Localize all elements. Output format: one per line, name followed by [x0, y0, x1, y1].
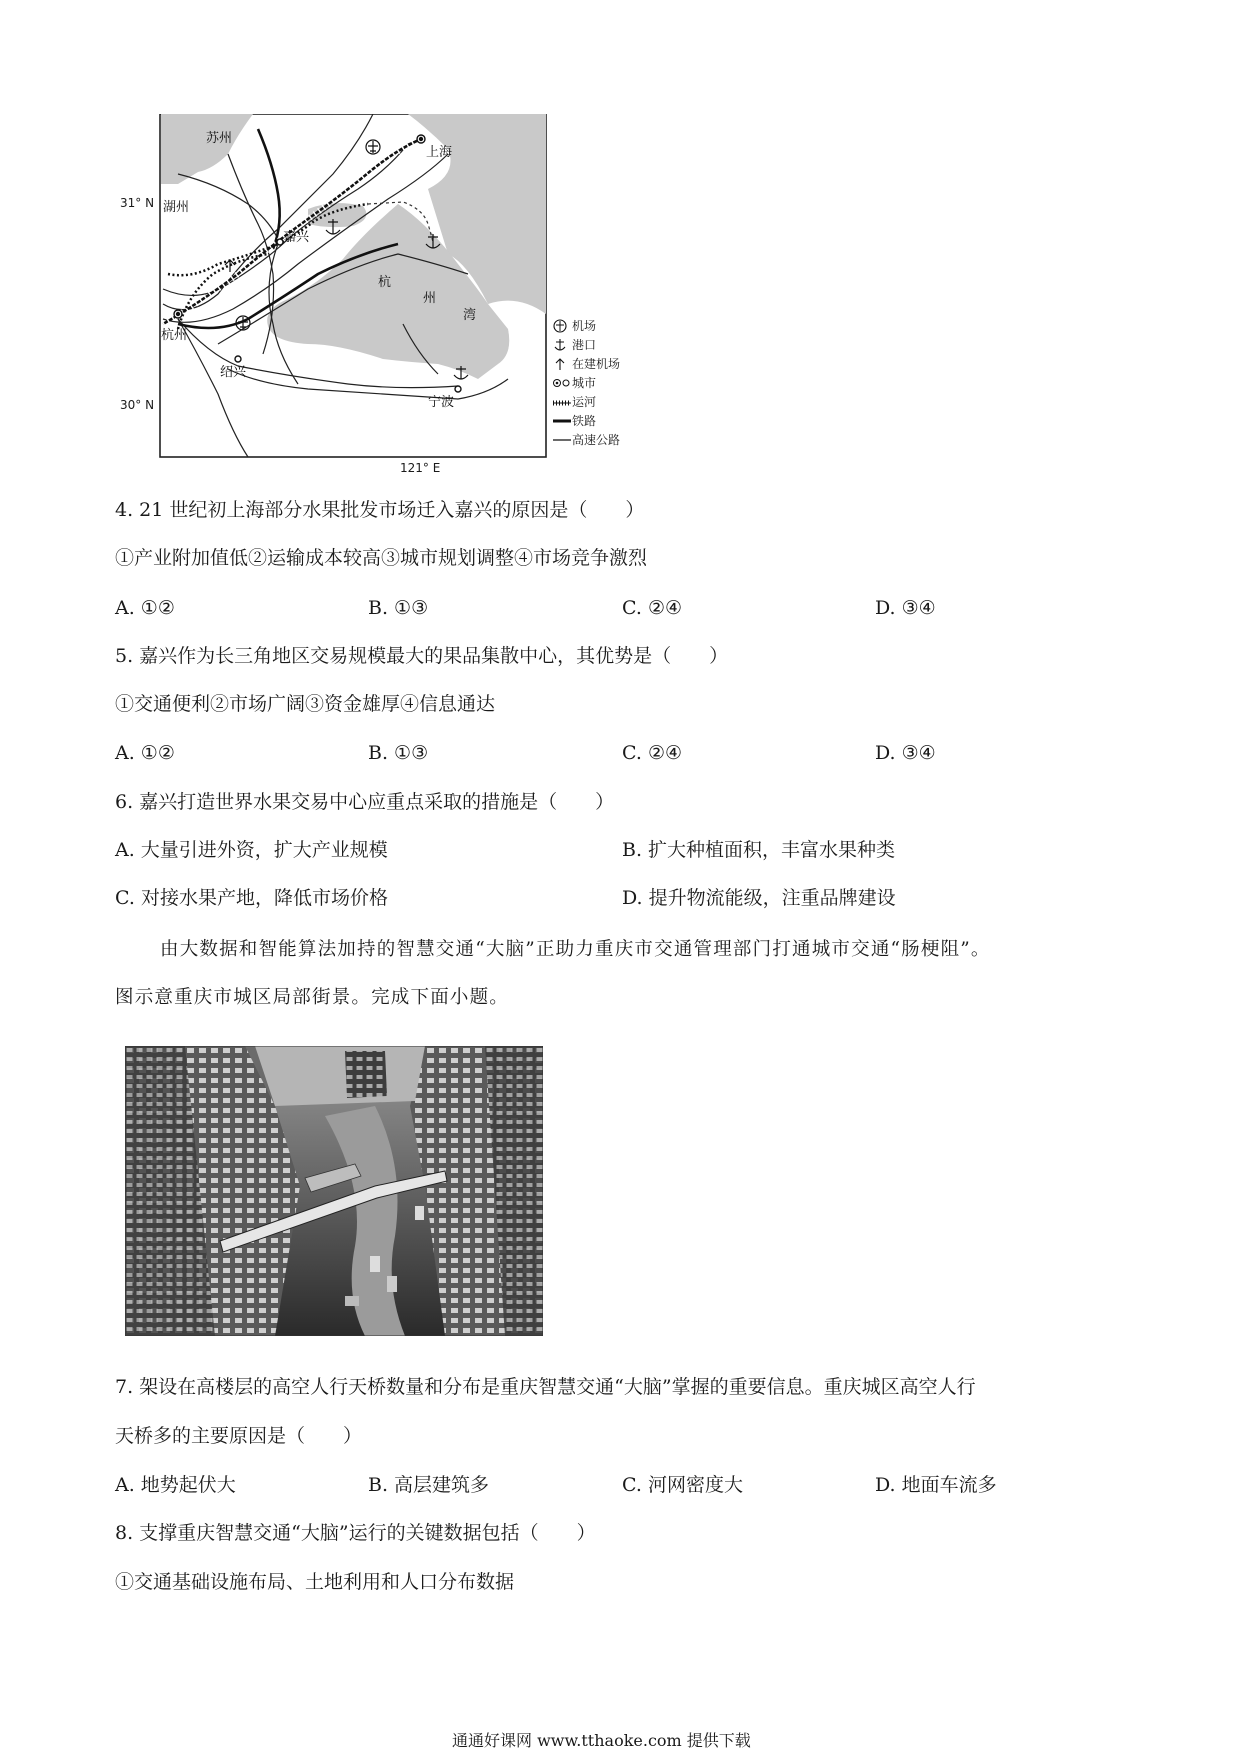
q4-option-a[interactable]: A. ①② — [115, 597, 175, 619]
q4-option-c[interactable]: C. ②④ — [622, 597, 683, 619]
q5-items: ①交通便利②市场广阔③资金雄厚④信息通达 — [115, 693, 496, 715]
q5-stem: 5. 嘉兴作为长三角地区交易规模最大的果品集散中心，其优势是（ ） — [115, 645, 729, 667]
legend-item: 运河 — [552, 392, 672, 411]
passage-line-1: 由大数据和智能算法加持的智慧交通“大脑”正助力重庆市交通管理部门打通城市交通“肠梗阻”。 — [160, 939, 991, 960]
label-bay-1: 杭 — [378, 275, 392, 290]
q5-option-d[interactable]: D. ③④ — [875, 742, 936, 764]
q4-option-b[interactable]: B. ①③ — [368, 597, 429, 619]
q4-stem: 4. 21 世纪初上海部分水果批发市场迁入嘉兴的原因是（ ） — [115, 499, 645, 521]
q6-option-b[interactable]: B. 扩大种植面积，丰富水果种类 — [622, 839, 896, 861]
q5-option-a[interactable]: A. ①② — [115, 742, 175, 764]
label-hangzhou: 杭州 — [161, 328, 188, 343]
label-jiaxing: 嘉兴 — [283, 230, 310, 245]
q4-items: ①产业附加值低②运输成本较高③城市规划调整④市场竞争激烈 — [115, 547, 648, 569]
q8-item-1: ①交通基础设施布局、土地利用和人口分布数据 — [115, 1571, 515, 1593]
label-bay-2: 州 — [423, 291, 437, 306]
q7-stem-line-1: 7. 架设在高楼层的高空人行天桥数量和分布是重庆智慧交通“大脑”掌握的重要信息。重庆城区高空人行 — [115, 1376, 976, 1398]
label-shanghai: 上海 — [426, 145, 453, 160]
q7-option-a[interactable]: A. 地势起伏大 — [115, 1474, 236, 1496]
q6-option-c[interactable]: C. 对接水果产地，降低市场价格 — [115, 887, 388, 909]
q8-stem: 8. 支撑重庆智慧交通“大脑”运行的关键数据包括（ ） — [115, 1522, 596, 1544]
airport-under-construction-icon — [552, 356, 572, 372]
legend-item: 铁路 — [552, 411, 672, 430]
chongqing-street-photo — [125, 1046, 543, 1336]
airport-icon — [552, 318, 572, 334]
q5-option-c[interactable]: C. ②④ — [622, 742, 683, 764]
passage-line-2: 图示意重庆市城区局部街景。完成下面小题。 — [115, 987, 510, 1008]
label-suzhou: 苏州 — [206, 131, 233, 146]
lat-31-label: 31° N — [120, 196, 155, 210]
lon-121-label: 121° E — [400, 461, 441, 475]
q5-option-b[interactable]: B. ①③ — [368, 742, 429, 764]
q7-stem-line-2: 天桥多的主要原因是（ ） — [115, 1425, 363, 1447]
label-ningbo: 宁波 — [428, 395, 455, 410]
city-icon — [552, 375, 572, 391]
railway-line-icon — [552, 413, 572, 429]
q6-option-d[interactable]: D. 提升物流能级，注重品牌建设 — [622, 887, 896, 909]
q7-option-c[interactable]: C. 河网密度大 — [622, 1474, 743, 1496]
yangtze-delta-map — [158, 114, 548, 460]
q4-option-d[interactable]: D. ③④ — [875, 597, 936, 619]
q7-option-d[interactable]: D. 地面车流多 — [875, 1474, 997, 1496]
port-icon — [552, 337, 572, 353]
lat-30-label: 30° N — [120, 398, 155, 412]
label-shaoxing: 绍兴 — [220, 365, 247, 380]
q6-option-a[interactable]: A. 大量引进外资，扩大产业规模 — [115, 839, 388, 861]
page-footer: 通通好课网 www.tthaoke.com 提供下载 — [452, 1731, 751, 1750]
label-bay-3: 湾 — [463, 308, 477, 323]
highway-line-icon — [552, 432, 572, 448]
legend-item: 机场 — [552, 316, 672, 335]
map-legend — [552, 316, 672, 449]
q7-option-b[interactable]: B. 高层建筑多 — [368, 1474, 490, 1496]
legend-item: 高速公路 — [552, 430, 672, 449]
q6-stem: 6. 嘉兴打造世界水果交易中心应重点采取的措施是（ ） — [115, 791, 615, 813]
legend-item: 在建机场 — [552, 354, 672, 373]
legend-item: 城市 — [552, 373, 672, 392]
canal-line-icon — [552, 394, 572, 410]
label-huzhou: 湖州 — [163, 200, 190, 215]
legend-item: 港口 — [552, 335, 672, 354]
